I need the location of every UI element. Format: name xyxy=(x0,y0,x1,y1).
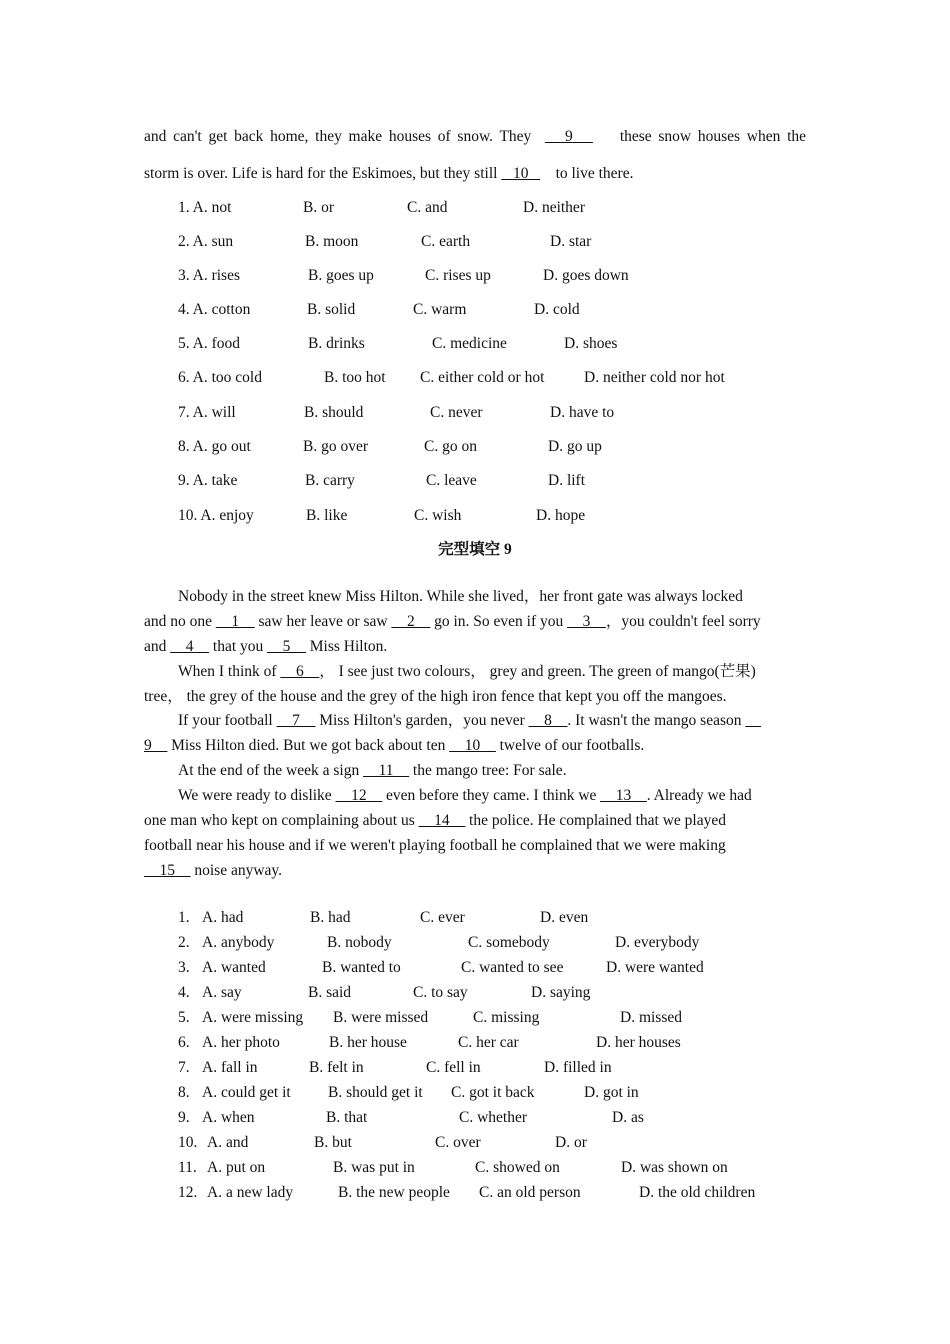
option-text: D. as xyxy=(612,1109,644,1126)
option-text: B. felt in xyxy=(309,1059,364,1076)
option-text: C. and xyxy=(407,199,448,216)
option-text: 6. xyxy=(178,1034,190,1051)
text: even before they came. I think we xyxy=(382,787,601,804)
option-text: A. a new lady xyxy=(207,1184,294,1201)
option-text: D. neither cold nor hot xyxy=(584,369,725,386)
option-text: D. hope xyxy=(536,507,586,524)
option-text: B. but xyxy=(314,1134,352,1151)
option-text: D. goes down xyxy=(543,267,629,284)
text: that you xyxy=(209,638,268,655)
passage-line xyxy=(144,127,806,147)
blank-3: __3__ xyxy=(567,613,606,630)
option-text: D. lift xyxy=(548,472,586,489)
option-text: C. whether xyxy=(459,1109,528,1126)
option-row xyxy=(178,1058,818,1078)
blank-13: __13__ xyxy=(600,787,647,804)
blank-6: __6__ xyxy=(280,663,320,680)
passage-line xyxy=(178,761,840,781)
option-text: C. medicine xyxy=(432,335,507,352)
text: these snow houses when the xyxy=(619,128,807,145)
blank-8: __8__ xyxy=(528,712,568,729)
option-text: B. solid xyxy=(307,301,356,318)
option-text: B. moon xyxy=(305,233,359,250)
option-row xyxy=(178,958,818,978)
text: When I think of xyxy=(178,663,281,680)
option-text: B. like xyxy=(306,507,348,524)
option-text: 6. A. too cold xyxy=(178,369,262,386)
option-text: C. go on xyxy=(424,438,477,455)
option-text: A. could get it xyxy=(202,1084,291,1101)
text: Miss Hilton's garden，you never xyxy=(315,712,529,729)
option-row xyxy=(178,403,818,423)
option-text: D. shoes xyxy=(564,335,618,352)
option-text: A. wanted xyxy=(202,959,266,976)
option-text: A. and xyxy=(207,1134,249,1151)
option-text: 3. xyxy=(178,959,190,976)
option-text: D. got in xyxy=(584,1084,639,1101)
text: go in. So even if you xyxy=(430,613,568,630)
blank-1: __1__ xyxy=(215,613,255,630)
text: and can't get back home, they make houses of snow. They xyxy=(144,128,532,145)
option-text: A. had xyxy=(202,909,244,926)
passage-line xyxy=(144,811,806,831)
text: ， I see just two colours， grey and green. The green of mango(芒果) xyxy=(319,663,756,680)
option-text: 4. xyxy=(178,984,190,1001)
text: twelve of our footballs. xyxy=(495,737,645,754)
option-text: 1. xyxy=(178,909,190,926)
text: the mango tree: For sale. xyxy=(409,762,567,779)
option-text: 10. xyxy=(178,1134,198,1151)
option-text: B. should get it xyxy=(328,1084,423,1101)
option-text: B. the new people xyxy=(338,1184,450,1201)
option-text: C. fell in xyxy=(426,1059,481,1076)
option-text: C. earth xyxy=(421,233,471,250)
blank-2: __2__ xyxy=(391,613,431,630)
passage-line xyxy=(144,861,806,881)
text: Nobody in the street knew Miss Hilton. While she lived，her front gate was always locked xyxy=(178,588,743,605)
text: 9 xyxy=(564,128,573,145)
blank-4: __4__ xyxy=(170,638,210,655)
option-text: D. go up xyxy=(548,438,602,455)
option-row xyxy=(178,908,818,928)
option-text: D. even xyxy=(540,909,589,926)
option-text: A. when xyxy=(202,1109,255,1126)
option-text: D. star xyxy=(550,233,592,250)
option-text: A. put on xyxy=(207,1159,266,1176)
option-row xyxy=(178,1033,818,1053)
option-text: D. was shown on xyxy=(621,1159,728,1176)
passage-line xyxy=(144,687,806,707)
text: football near his house and if we weren't playing football he complained that we were making xyxy=(144,837,726,854)
option-row xyxy=(178,933,818,953)
option-text: C. wanted to see xyxy=(461,959,564,976)
option-text: 8. A. go out xyxy=(178,438,251,455)
option-text: C. got it back xyxy=(451,1084,535,1101)
option-text: D. have to xyxy=(550,404,615,421)
passage-line xyxy=(178,711,840,731)
passage-line xyxy=(178,786,840,806)
option-text: 9. A. take xyxy=(178,472,238,489)
blank-11: __11__ xyxy=(363,762,410,779)
blank-9 xyxy=(545,128,593,145)
option-text: B. had xyxy=(310,909,351,926)
option-text: C. missing xyxy=(473,1009,540,1026)
text: ，you couldn't feel sorry xyxy=(605,613,761,630)
option-text: D. neither xyxy=(523,199,585,216)
text: If your football xyxy=(178,712,277,729)
blank-10: __10__ xyxy=(449,737,496,754)
text: . Already we had xyxy=(646,787,752,804)
option-text: C. somebody xyxy=(468,934,550,951)
passage-line xyxy=(178,587,840,607)
option-text: B. goes up xyxy=(308,267,374,284)
option-text: 4. A. cotton xyxy=(178,301,251,318)
text: We were ready to dislike xyxy=(178,787,336,804)
option-row xyxy=(178,983,818,1003)
option-text: B. was put in xyxy=(333,1159,415,1176)
option-row xyxy=(178,198,818,218)
option-text: C. never xyxy=(430,404,483,421)
option-text: 5. xyxy=(178,1009,190,1026)
text: 10 xyxy=(512,165,529,182)
text: storm is over. Life is hard for the Eskimoes, but they still xyxy=(144,165,498,182)
option-text: C. wish xyxy=(414,507,462,524)
blank-10 xyxy=(501,165,540,182)
option-text: 3. A. rises xyxy=(178,267,240,284)
option-text: B. nobody xyxy=(327,934,392,951)
option-row xyxy=(178,1083,818,1103)
option-text: B. her house xyxy=(329,1034,407,1051)
option-text: D. or xyxy=(555,1134,587,1151)
option-text: 1. A. not xyxy=(178,199,232,216)
option-row xyxy=(178,232,818,252)
option-text: 2. xyxy=(178,934,190,951)
option-text: A. were missing xyxy=(202,1009,304,1026)
text: one man who kept on complaining about us xyxy=(144,812,419,829)
option-row xyxy=(178,266,818,286)
option-text: B. that xyxy=(326,1109,368,1126)
option-text: C. an old person xyxy=(479,1184,581,1201)
option-text: C. showed on xyxy=(475,1159,560,1176)
text: saw her leave or saw xyxy=(254,613,392,630)
option-text: A. her photo xyxy=(202,1034,280,1051)
option-text: D. saying xyxy=(531,984,591,1001)
option-row xyxy=(178,1008,818,1028)
option-text: D. the old children xyxy=(639,1184,756,1201)
text: noise anyway. xyxy=(190,862,283,879)
option-text: C. to say xyxy=(413,984,468,1001)
option-text: 7. A. will xyxy=(178,404,236,421)
option-row xyxy=(178,300,818,320)
option-row xyxy=(178,506,818,526)
option-row xyxy=(178,368,818,388)
text: to live there. xyxy=(555,165,634,182)
option-text: B. said xyxy=(308,984,352,1001)
option-row xyxy=(178,1158,818,1178)
text: Miss Hilton. xyxy=(305,638,388,655)
option-text: 11. xyxy=(178,1159,197,1176)
option-row xyxy=(178,1183,818,1203)
option-text: C. ever xyxy=(420,909,465,926)
blank-7: __7__ xyxy=(276,712,316,729)
text: Miss Hilton died. But we got back about ten xyxy=(167,737,450,754)
option-text: D. filled in xyxy=(544,1059,612,1076)
option-text: B. drinks xyxy=(308,335,365,352)
option-text: D. were wanted xyxy=(606,959,704,976)
option-text: C. either cold or hot xyxy=(420,369,545,386)
option-text: A. anybody xyxy=(202,934,275,951)
option-row xyxy=(178,1108,818,1128)
option-text: 2. A. sun xyxy=(178,233,234,250)
passage-line xyxy=(144,836,806,856)
option-text: C. over xyxy=(435,1134,481,1151)
blank-9-end: 9__ xyxy=(144,737,168,754)
passage-line xyxy=(144,637,806,657)
text: At the end of the week a sign xyxy=(178,762,364,779)
blank-14: __14__ xyxy=(418,812,466,829)
section-title: 完型填空 9 xyxy=(438,541,512,558)
option-text: C. leave xyxy=(426,472,477,489)
option-text: 5. A. food xyxy=(178,335,240,352)
passage-line xyxy=(144,612,806,632)
option-text: B. should xyxy=(304,404,364,421)
text: the police. He complained that we played xyxy=(465,812,726,829)
passage-line xyxy=(144,164,806,184)
text: and xyxy=(144,638,171,655)
blank-9-start: __ xyxy=(745,712,761,729)
option-text: 7. xyxy=(178,1059,190,1076)
passage-line xyxy=(178,662,840,682)
option-row xyxy=(178,471,818,491)
text: tree， the grey of the house and the grey of the high iron fence that kept you off the mangoes. xyxy=(144,688,727,705)
text: . It wasn't the mango season xyxy=(567,712,746,729)
option-text: 10. A. enjoy xyxy=(178,507,254,524)
option-text: B. or xyxy=(303,199,334,216)
option-row xyxy=(178,1133,818,1153)
option-text: D. everybody xyxy=(615,934,700,951)
option-text: D. missed xyxy=(620,1009,682,1026)
text: and no one xyxy=(144,613,216,630)
blank-15: __15__ xyxy=(144,862,191,879)
option-text: A. fall in xyxy=(202,1059,258,1076)
blank-5: __5__ xyxy=(267,638,306,655)
option-text: C. her car xyxy=(458,1034,519,1051)
option-text: B. go over xyxy=(303,438,369,455)
option-text: 9. xyxy=(178,1109,190,1126)
passage-line xyxy=(144,736,806,756)
option-row xyxy=(178,334,818,354)
option-text: B. carry xyxy=(305,472,355,489)
option-text: 12. xyxy=(178,1184,198,1201)
option-text: A. say xyxy=(202,984,242,1001)
option-text: D. her houses xyxy=(596,1034,681,1051)
option-text: C. rises up xyxy=(425,267,491,284)
option-row xyxy=(178,437,818,457)
option-text: B. were missed xyxy=(333,1009,429,1026)
option-text: B. too hot xyxy=(324,369,386,386)
option-text: 8. xyxy=(178,1084,190,1101)
option-text: B. wanted to xyxy=(322,959,401,976)
blank-12: __12__ xyxy=(335,787,383,804)
option-text: C. warm xyxy=(413,301,467,318)
option-text: D. cold xyxy=(534,301,580,318)
